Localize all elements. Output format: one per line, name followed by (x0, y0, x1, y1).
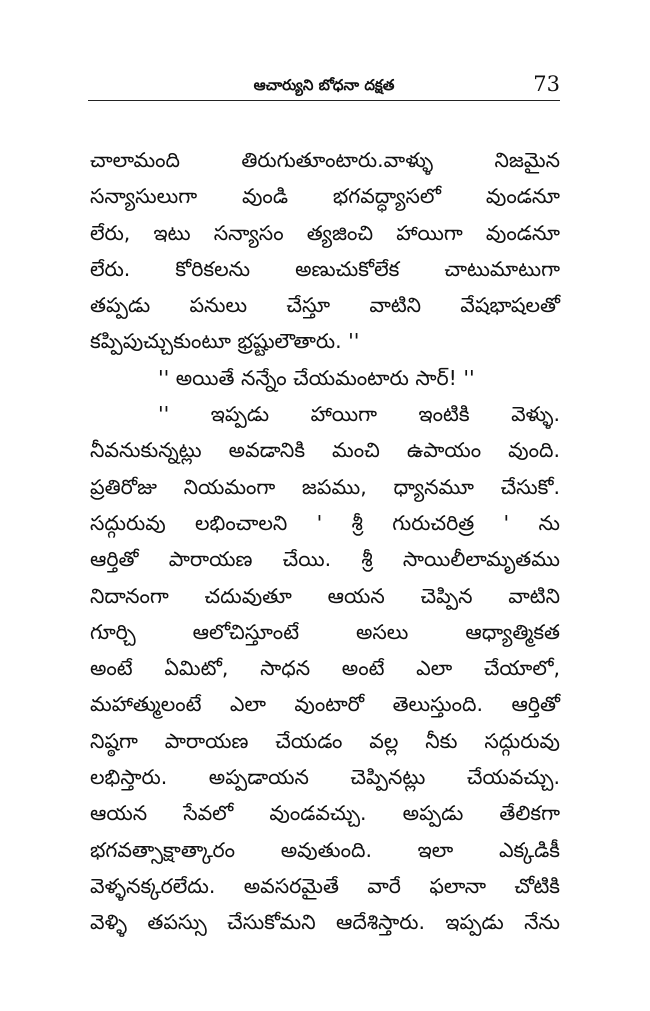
text-line: కప్పిపుచ్చుకుంటూ భ్రష్టులౌతారు. '' (90, 329, 360, 354)
text-line: నీవనుకున్నట్లు అవడానికి మంచి ఉపాయం వుంది. (90, 438, 560, 463)
text-line: తప్పడు పనులు చేస్తూ వాటిని వేషభాషలతో (90, 293, 560, 318)
text-line: నిదానంగా చదువుతూ ఆయన చెప్పిన వాటిని (90, 583, 560, 608)
text-line: వెళ్ళనక్కరలేదు. అవసరమైతే వారే ఫలానా చోటికి (90, 873, 560, 898)
text-line: చాలామంది తిరుగుతూంటారు.వాళ్ళు నిజమైన (90, 148, 560, 172)
text-line: వెళ్ళి తపస్సు చేసుకోమని ఆదేశిస్తారు. ఇప్పడు నేను (90, 910, 560, 935)
text-line: సద్గురువు లభించాలని ' శ్రీ గురుచరిత్ర ' ను (90, 510, 560, 535)
text-line: '' ఇప్పడు హాయిగా ఇంటికి వెళ్ళు. (158, 402, 560, 427)
text-line: భగవత్సాక్షాత్కారం అవుతుంది. ఇలా ఎక్కడికీ (90, 837, 560, 862)
quote-line: '' అయితే నన్నేం చేయమంటారు సార్! '' (158, 365, 475, 390)
body-text (90, 142, 560, 941)
chapter-title: ఆచార్యుని బోధనా దక్షత (253, 76, 395, 94)
text-line: లేరు, ఇటు సన్యాసం త్యజించి హాయిగా వుండనూ (90, 220, 560, 245)
text-line: సన్యాసులుగా వుండి భగవద్ధ్యాసలో వుండనూ (90, 184, 560, 209)
text-line: ఆర్తితో పారాయణ చేయి. శ్రీ సాయిలీలామృతము (90, 547, 560, 572)
text-line: లేరు. కోరికలను అణుచుకోలేక చాటుమాటుగా (90, 256, 560, 281)
text-line: మహాత్ములంటే ఎలా వుంటారో తెలుస్తుంది. ఆర్తితో (90, 692, 560, 717)
running-header (88, 74, 560, 101)
text-line: ప్రతిరోజు నియమంగా జపము, ధ్యానమూ చేసుకో. (90, 474, 560, 499)
page-number: 73 (533, 72, 560, 96)
text-line: లభిస్తారు. అప్పడాయన చెప్పినట్లు చేయవచ్చు. (90, 765, 560, 790)
text-line: గూర్చి ఆలోచిస్తూంటే అసలు ఆధ్యాత్మికత (90, 619, 560, 644)
text-line: అంటే ఏమిటో, సాధన అంటే ఎలా చేయాలో, (90, 656, 560, 681)
text-line: ఆయన సేవలో వుండవచ్చు. అప్పడు తేలికగా (90, 801, 560, 826)
text-line: నిష్ఠగా పారాయణ చేయడం వల్ల నీకు సద్గురువు (90, 728, 560, 753)
